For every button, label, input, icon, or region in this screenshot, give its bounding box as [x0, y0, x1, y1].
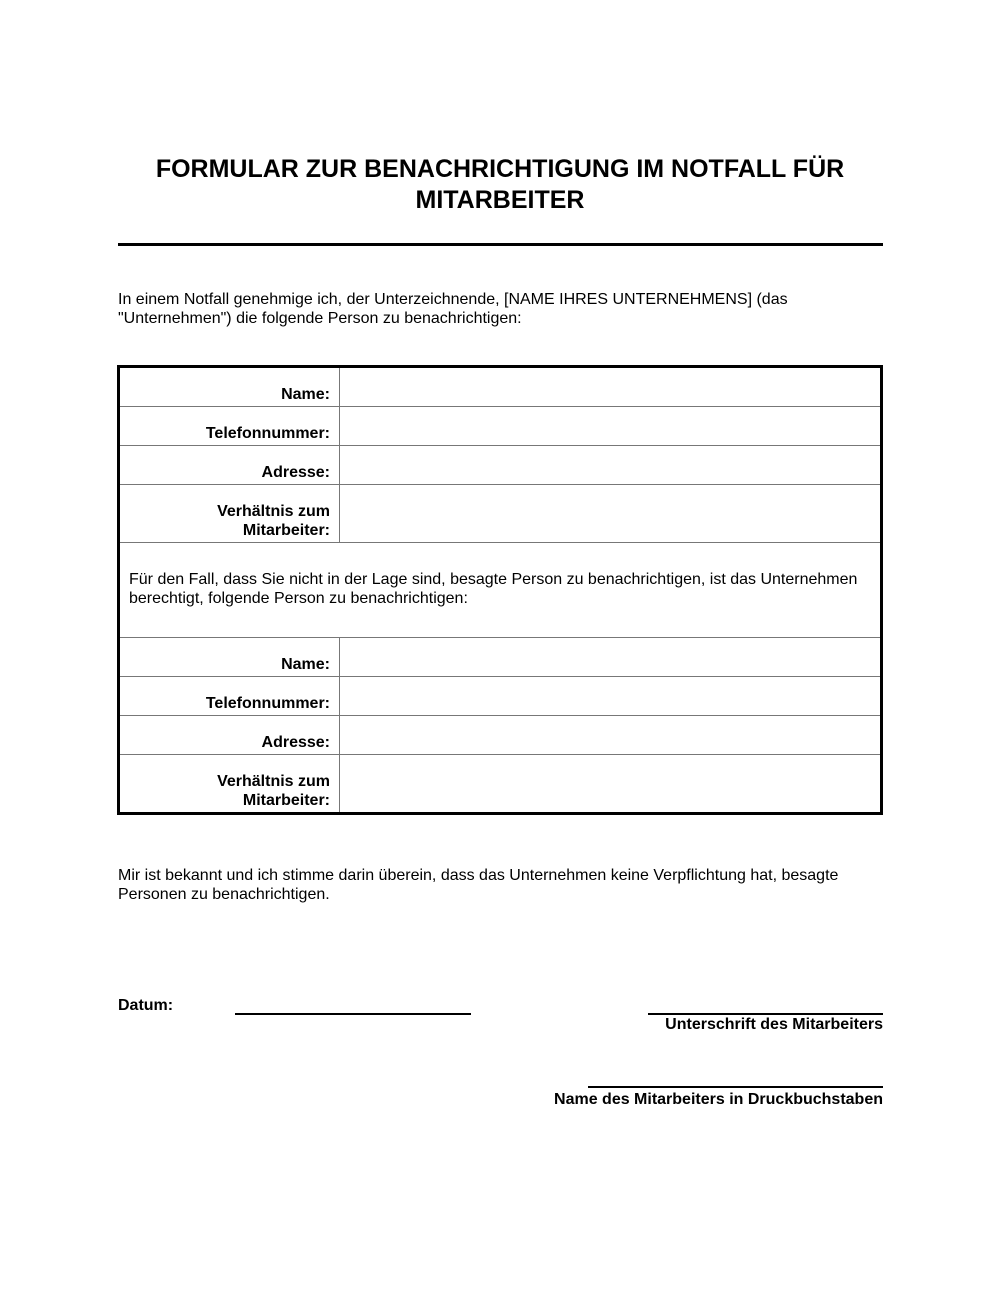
name-field-2[interactable] — [340, 638, 882, 677]
field-label: Telefonnummer: — [119, 407, 340, 446]
table-row — [119, 716, 882, 755]
table-row — [119, 543, 882, 638]
name-field-1[interactable] — [340, 367, 882, 407]
phone-field-1[interactable] — [340, 407, 882, 446]
table-row — [119, 367, 882, 407]
relationship-field-2[interactable] — [340, 755, 882, 814]
print-name-line[interactable] — [588, 1086, 883, 1088]
table-row — [119, 485, 882, 543]
field-label: Telefonnummer: — [119, 677, 340, 716]
field-label: Name: — [119, 367, 340, 407]
date-line[interactable] — [235, 1013, 471, 1015]
field-label: Verhältnis zum Mitarbeiter: — [119, 755, 340, 814]
address-field-2[interactable] — [340, 716, 882, 755]
acknowledgement-text: Mir ist bekannt und ich stimme darin überein, dass das Unternehmen keine Verpflichtung hat, besagte Personen zu benachrichtigen. — [118, 867, 839, 903]
field-label: Adresse: — [119, 446, 340, 485]
relationship-field-1[interactable] — [340, 485, 882, 543]
field-label: Name: — [119, 638, 340, 677]
table-row — [119, 446, 882, 485]
table-row — [119, 407, 882, 446]
print-name-label: Name des Mitarbeiters in Druckbuchstaben — [554, 1091, 883, 1108]
contact-table — [117, 365, 883, 815]
field-label: Verhältnis zum Mitarbeiter: — [119, 485, 340, 543]
phone-field-2[interactable] — [340, 677, 882, 716]
title-divider — [118, 243, 883, 246]
signature-label: Unterschrift des Mitarbeiters — [665, 1016, 883, 1033]
address-field-1[interactable] — [340, 446, 882, 485]
date-label: Datum: — [118, 997, 174, 1014]
field-label: Adresse: — [119, 716, 340, 755]
intro-text: In einem Notfall genehmige ich, der Unterzeichnende, [NAME IHRES UNTERNEHMENS] (das "Unternehmen") die folgende Person zu benachrichtigen: — [118, 291, 788, 327]
signature-line[interactable] — [648, 1013, 883, 1015]
table-row — [119, 677, 882, 716]
page-title: FORMULAR ZUR BENACHRICHTIGUNG IM NOTFALL FÜR MITARBEITER — [155, 155, 845, 214]
alternate-contact-text: Für den Fall, dass Sie nicht in der Lage sind, besagte Person zu benachrichtigen, ist das Unternehmen berechtigt, folgende Person zu benachrichtigen: — [119, 543, 882, 638]
table-row — [119, 755, 882, 814]
table-row — [119, 638, 882, 677]
